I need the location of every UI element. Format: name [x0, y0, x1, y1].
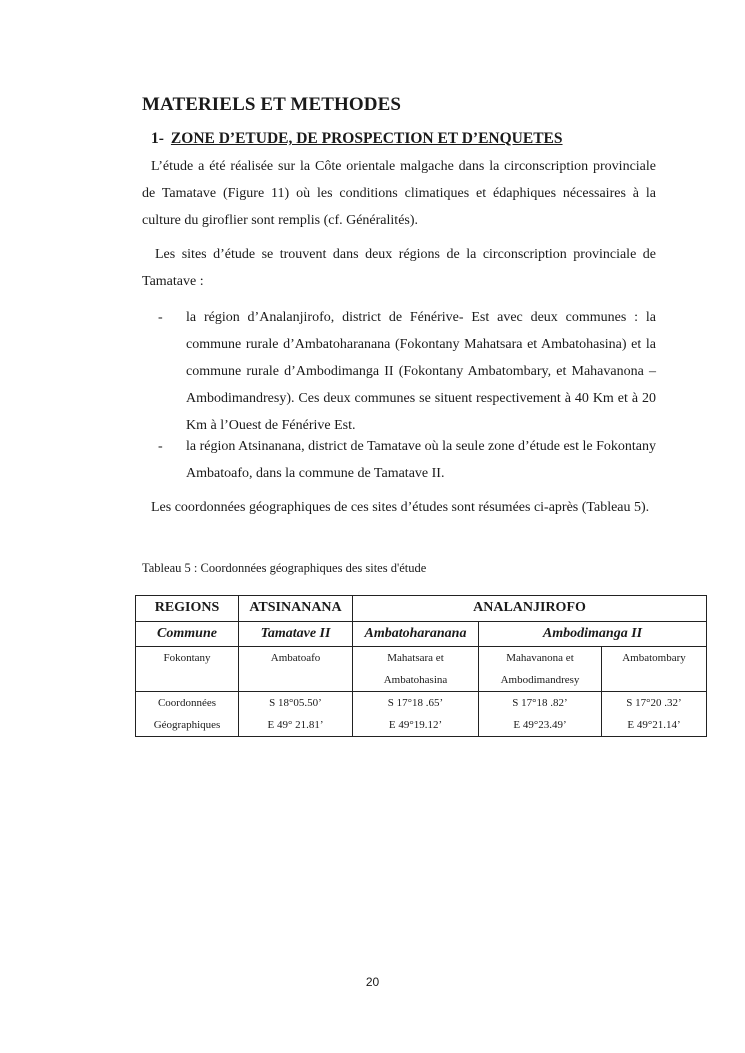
table-row-coordinates — [136, 692, 707, 737]
region-atsinanana: ATSINANANA — [239, 596, 353, 622]
table-row-fokontany — [136, 647, 707, 692]
latitude-value: S 17°18 .82’ — [512, 697, 568, 709]
longitude-value: E 49° 21.81’ — [267, 719, 324, 731]
paragraph-text: Les sites d’étude se trouvent dans deux régions de la circonscription provinciale de Tamatave : — [142, 247, 656, 289]
longitude-value: E 49°23.49’ — [513, 719, 567, 731]
table-row-communes — [136, 622, 707, 647]
commune-tamatave: Tamatave II — [239, 622, 353, 647]
cell-line: Ambatohasina — [383, 674, 448, 686]
coordinates-table — [135, 595, 707, 737]
fokontany-header: Fokontany — [136, 647, 239, 692]
bullet-item-atsinanana — [142, 433, 656, 487]
cell-line: Géographiques — [153, 719, 221, 731]
commune-header: Commune — [136, 622, 239, 647]
cell-line: Ambodimandresy — [500, 674, 580, 686]
bullet-item-analanjirofo — [142, 304, 656, 439]
section-heading — [151, 130, 563, 148]
table-row-regions — [136, 596, 707, 622]
region-analanjirofo: ANALANJIROFO — [353, 596, 707, 622]
cell-line: Coordonnées — [157, 697, 217, 709]
cell-line: Ambatoafo — [270, 652, 321, 664]
table-cell — [239, 692, 353, 737]
bullet-text: la région Atsinanana, district de Tamatave où la seule zone d’étude est le Fokontany Ambatoafo, dans la commune de Tamatave II. — [186, 439, 656, 481]
bullet-dash: - — [158, 310, 163, 325]
paragraph-coordinates — [142, 494, 656, 521]
table-caption: Tableau 5 : Coordonnées géographiques des sites d'étude — [142, 561, 427, 575]
latitude-value: S 17°18 .65’ — [387, 697, 444, 709]
table-cell — [602, 692, 707, 737]
chapter-heading: MATERIELS ET METHODES — [142, 94, 402, 115]
paragraph-text: L’étude a été réalisée sur la Côte orientale malgache dans la circonscription provinciale de Tamatave (Figure 11) où les conditions climatiques et édaphiques nécessaires à la culture du giroflier sont remplis (cf. Généralités). — [142, 159, 656, 228]
section-title: ZONE D’ETUDE, DE PROSPECTION ET D’ENQUETES — [170, 130, 563, 147]
regions-header: REGIONS — [136, 596, 239, 622]
table-cell — [353, 692, 479, 737]
paragraph-study-sites — [142, 241, 656, 295]
table-cell — [239, 647, 353, 692]
commune-ambodimanga: Ambodimanga II — [479, 622, 707, 647]
bullet-text: la région d’Analanjirofo, district de Fénérive- Est avec deux communes : la commune rurale d’Ambatoharanana (Fokontany Mahatsara et Ambatohasina) et la commune rurale d’Ambodimanga II (Fokontany Ambatombary, et Mahavanona – Ambodimandresy). Ces deux communes se situent respectivement à 40 Km et à 20 Km à l’Ouest de Fénérive Est. — [186, 310, 656, 433]
cell-line: Mahavanona et — [506, 652, 574, 664]
commune-ambatoharanana: Ambatoharanana — [353, 622, 479, 647]
section-number: 1- — [151, 130, 164, 147]
longitude-value: E 49°19.12’ — [388, 719, 443, 731]
latitude-value: S 17°20 .32’ — [626, 697, 682, 709]
latitude-value: S 18°05.50’ — [269, 697, 322, 709]
paragraph-study-area — [142, 153, 656, 234]
cell-line: Mahatsara et — [387, 652, 444, 664]
bullet-dash: - — [158, 439, 163, 454]
paragraph-text: Les coordonnées géographiques de ces sites d’études sont résumées ci-après (Tableau 5). — [151, 500, 650, 515]
table-cell — [353, 647, 479, 692]
page-number: 20 — [365, 975, 380, 989]
coordinates-header — [136, 692, 239, 737]
table-cell — [479, 692, 602, 737]
longitude-value: E 49°21.14’ — [627, 719, 681, 731]
table-cell — [602, 647, 707, 692]
cell-line: Ambatombary — [622, 652, 686, 664]
table-cell — [479, 647, 602, 692]
